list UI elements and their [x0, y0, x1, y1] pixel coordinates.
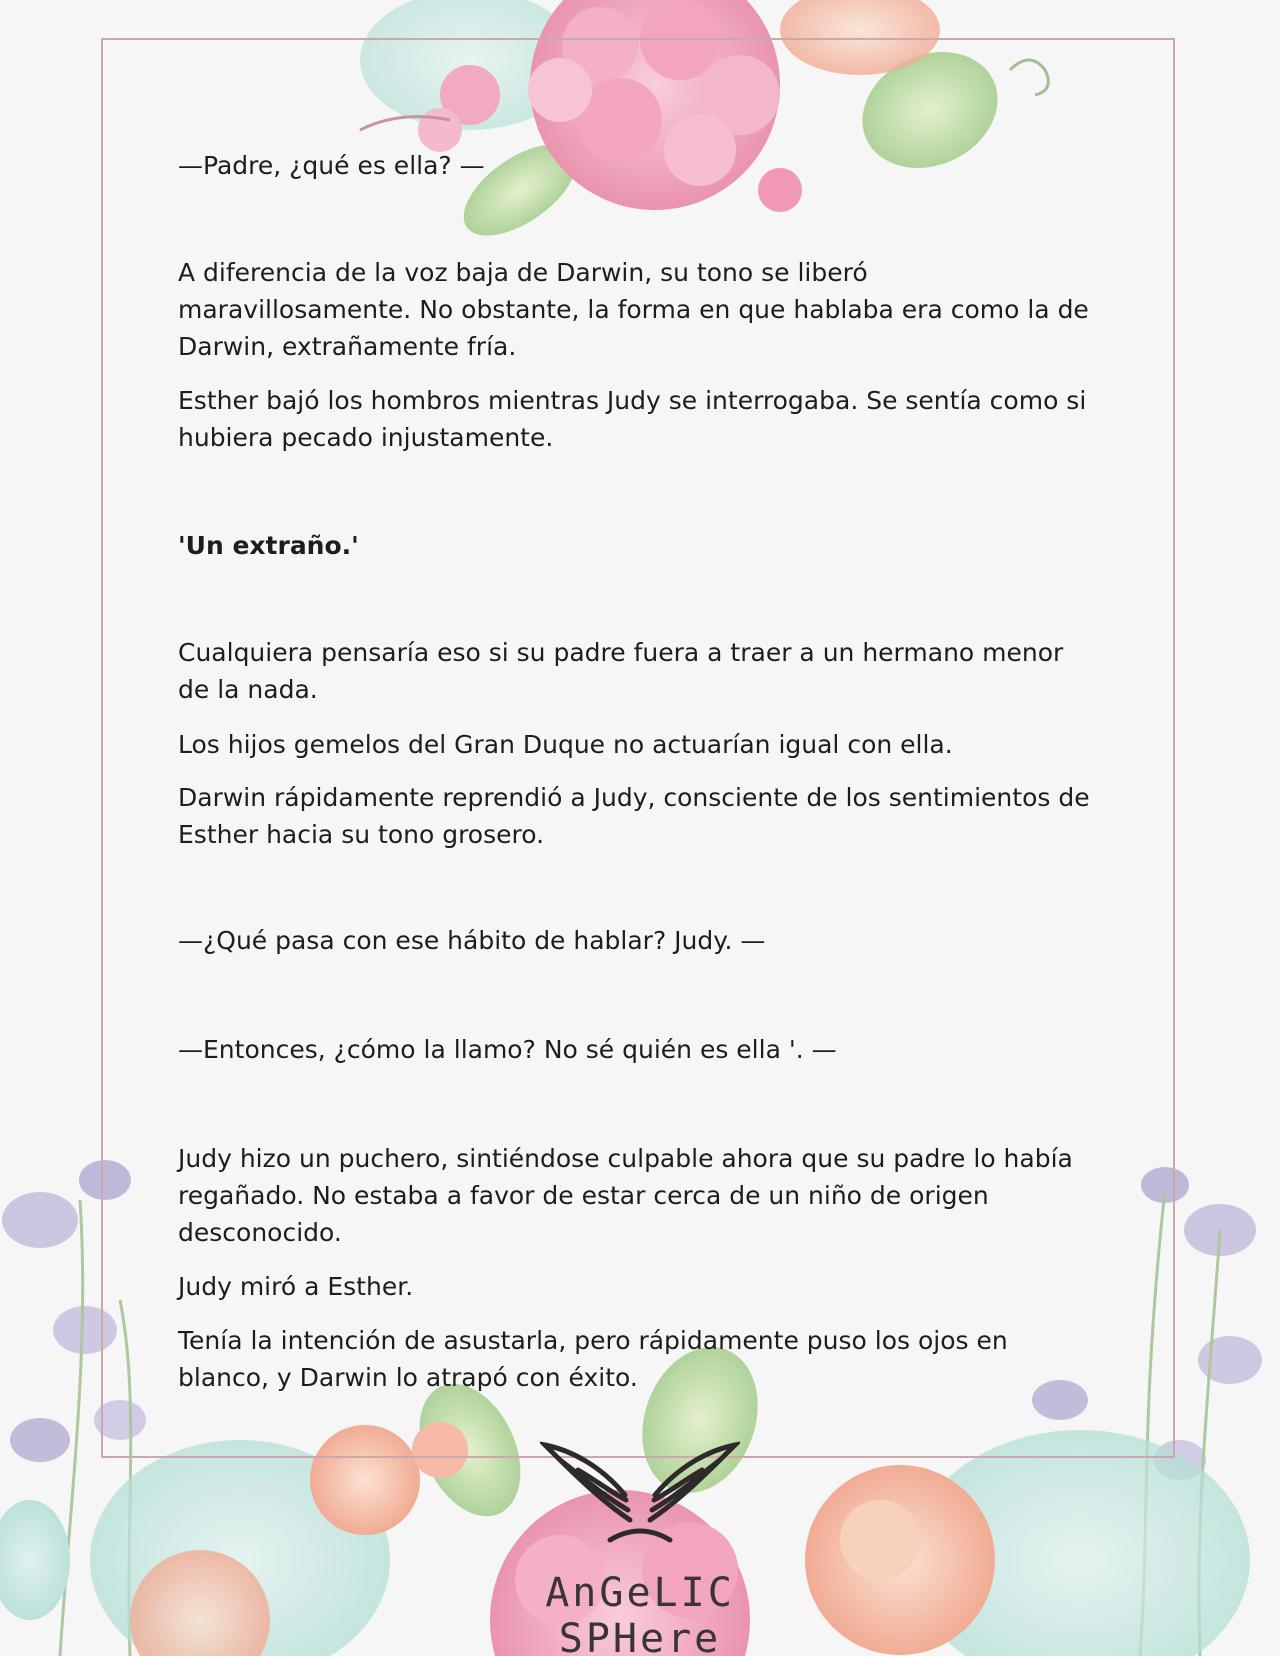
paragraph-11: Judy miró a Esther. [178, 1272, 414, 1301]
paragraph-2: A diferencia de la voz baja de Darwin, su tono se liberó maravillosamente. No obstante, la forma en que hablaba era como la de Darwin, extrañamente fría. [178, 258, 1089, 361]
paragraph-8: —¿Qué pasa con ese hábito de hablar? Judy. — [178, 926, 766, 955]
paragraph-1: —Padre, ¿qué es ella? — [178, 151, 485, 180]
paragraph-12: Tenía la intención de asustarla, pero rápidamente puso los ojos en blanco, y Darwin lo atrapó con éxito. [178, 1326, 1008, 1392]
brand-logo-text: AnGeLIC SPHere [545, 1570, 735, 1656]
paragraph-7: Darwin rápidamente reprendió a Judy, consciente de los sentimientos de Esther hacia su tono grosero. [178, 783, 1090, 849]
paragraph-9: —Entonces, ¿cómo la llamo? No sé quién es ella '. — [178, 1035, 837, 1064]
paragraph-4-bold: 'Un extraño.' [178, 531, 359, 560]
wings-logo-icon [540, 1440, 740, 1550]
paragraph-3: Esther bajó los hombros mientras Judy se interrogaba. Se sentía como si hubiera pecado injustamente. [178, 386, 1087, 452]
paragraph-10: Judy hizo un puchero, sintiéndose culpable ahora que su padre lo había regañado. No estaba a favor de estar cerca de un niño de origen desconocido. [178, 1144, 1073, 1247]
paragraph-5: Cualquiera pensaría eso si su padre fuera a traer a un hermano menor de la nada. [178, 638, 1064, 704]
paragraph-6: Los hijos gemelos del Gran Duque no actuarían igual con ella. [178, 730, 953, 759]
